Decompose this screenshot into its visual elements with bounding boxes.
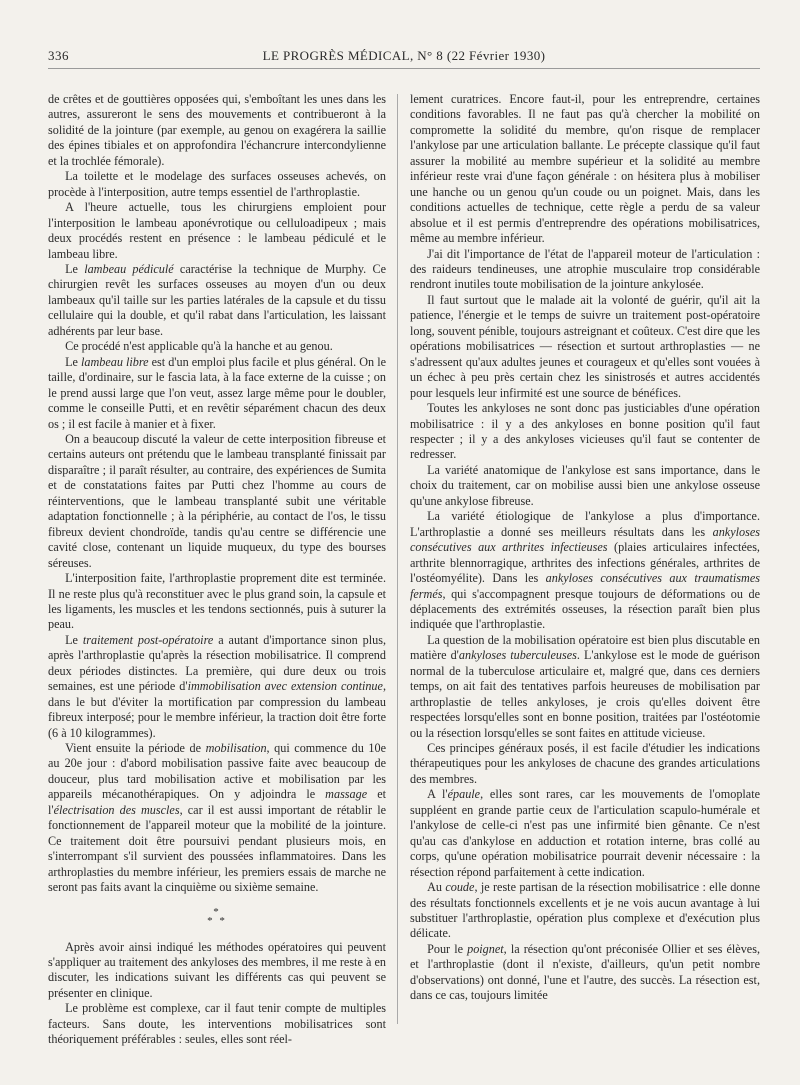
emphasis: massage — [325, 787, 368, 802]
paragraph: lement curatrices. Encore faut-il, pour les entreprendre, certaines conditions favorables. Il ne faut pas qu'à chercher la mobilité on compromette la solidité du membre, qu'on risque de remplacer l'ankylose par une articulation ballante. Le précepte classique qu'il faut assurer la mobilité au membre supérieur et la solidité au membre inférieur reste vrai d'une façon générale : on hésitera plus à mobiliser une hanche ou un genou qu'un coude ou un poignet. Mais, dans les conditions actuelles de technique, cette règle a perdu de sa valeur absolue et il est permis d'entreprendre des opérations mobilisatrices, même au membre inférieur. — [410, 92, 760, 246]
emphasis: épaule — [447, 787, 481, 802]
emphasis: mobilisation — [205, 741, 267, 756]
paragraph: La variété étiologique de l'ankylose a plus d'importance. L'arthroplastie a donné ses meilleurs résultats dans les ankyloses consécutives aux arthrites infectieuses (plaies articulaires infectées, arthrite blennorragique, arthrites des infections générales, arthrites de l'ostéomyélite). Dans les ankyloses consécutives aux traumatismes fermés, qui s'accompagnent presque toujours de déformations ou de déplacements des extrémités osseuses, la résection paraît bien plus indiquée que l'arthroplastie. — [410, 509, 760, 632]
paragraph: La toilette et le modelage des surfaces osseuses achevés, on procède à l'interposition, autre temps essentiel de l'arthroplastie. — [48, 169, 386, 199]
emphasis: immobilisation avec extension continue — [187, 679, 383, 694]
page-header — [48, 48, 760, 70]
paragraph: Le lambeau pédiculé caractérise la technique de Murphy. Ce chirurgien revêt les surfaces osseuses au moyen d'un ou deux lambeaux qu'il taille sur les parties latérales de la capsule et du tissu cellulaire qui la double, et qu'il rabat dans l'articulation, les laissant adhérents par leur base. — [48, 261, 386, 338]
header-rule — [48, 68, 760, 69]
paragraph: de crêtes et de gouttières opposées qui, s'emboîtant les unes dans les autres, assureront le sens des mouvements et contribueront à la solidité de la jointure (par exemple, au genou on exagérera la saillie des épines tibiales et on approfondira l'échancrure intercondylienne et la trochlée fémorale). — [48, 92, 386, 168]
emphasis: poignet — [467, 941, 504, 956]
emphasis: lambeau pédiculé — [84, 261, 174, 276]
paragraph: L'interposition faite, l'arthroplastie proprement dite est terminée. Il ne reste plus qu'à reconstituer avec le plus grand soin, la capsule et les ligaments, les muscles et les tendons sectionnés, puis à suturer la peau. — [48, 571, 386, 632]
emphasis: coude — [445, 880, 475, 895]
paragraph: Au coude, je reste partisan de la résection mobilisatrice : elle donne des résultats fonctionnels excellents et je ne vois aucun avantage à lui substituer l'arthroplastie, opération plus complexe et d'exécution plus délicate. — [410, 880, 760, 941]
paragraph: Après avoir ainsi indiqué les méthodes opératoires qui peuvent s'appliquer au traitement des ankyloses des membres, il me reste à en discuter, les indications suivant les différents cas qui peuvent se présenter en clinique. — [48, 939, 386, 1000]
emphasis: lambeau libre — [80, 354, 149, 369]
paragraph: Le problème est complexe, car il faut tenir compte de multiples facteurs. Sans doute, les interventions mobilisatrices sont théoriquement préférables : seules, elles sont réel- — [48, 1001, 386, 1047]
paragraph: On a beaucoup discuté la valeur de cette interposition fibreuse et certains auteurs ont prétendu que le lambeau transplanté finissait par disparaître ; il paraît résulter, au contraire, des expériences de Sumita et de constatations faites par Putti chez l'homme au cours de réinterventions, que le lambeau transplanté subit une véritable adaptation fonctionnelle ; à la périphérie, au contact de l'os, le tissu fibreux devient chondroïde, tandis qu'au centre se différencie une cavité close, contenant un liquide muqueux, du type des bourses séreuses. — [48, 431, 386, 570]
paragraph: Le lambeau libre est d'un emploi plus facile et plus général. On le taille, d'ordinaire, sur le fascia lata, à la face externe de la cuisse ; on le prend aussi large que l'on veut, assez large même pour le doubler, comme le conseille Putti, et en revêtir séparément chacun des deux os ; il est facile à manier et à fixer. — [48, 354, 386, 431]
emphasis: traitement post-opératoire — [82, 632, 214, 647]
paragraph: Ces principes généraux posés, il est facile d'étudier les indications thérapeutiques pour les ankyloses de chacune des grandes articulations des membres. — [410, 741, 760, 786]
emphasis: ankyloses tuberculeuses — [458, 648, 577, 663]
running-head: LE PROGRÈS MÉDICAL, N° 8 (22 Février 1930) — [262, 48, 546, 63]
column-divider — [397, 94, 398, 1024]
emphasis: ankyloses consécutives aux traumatismes fermés — [410, 571, 760, 601]
paragraph: Ce procédé n'est applicable qu'à la hanche et au genou. — [65, 339, 333, 354]
paragraph: Pour le poignet, la résection qu'ont préconisée Ollier et ses élèves, et l'arthroplastie (dont il n'existe, d'ailleurs, qu'un petit nombre d'observations) ont donné, l'une et l'autre, des succès. La résection est, dans ce cas, toujours limitée — [410, 941, 760, 1003]
emphasis: ankyloses consécutives aux arthrites infectieuses — [410, 524, 760, 555]
paragraph: Il faut surtout que le malade ait la volonté de guérir, qu'il ait la patience, l'énergie et le temps de suivre un traitement post-opératoire long, souvent pénible, toujours astreignant et coûteux. C'est dire que les opérations mobilisatrices — résection et surtout arthroplasties — ne s'adressent qu'aux adultes jeunes et courageux et qu'elles sont vouées à un échec à peu près certain chez les sinistrosés et autres accidentés pour lesquels leur infirmité est une source de bénéfices. — [410, 292, 760, 400]
paragraph: La question de la mobilisation opératoire est bien plus discutable en matière d'ankyloses tuberculeuses. L'ankylose est le mode de guérison normal de la tuberculose articulaire et, malgré que, dans ces derniers temps, on ait fait des tentatives parfois heureuses de mobilisation par arthroplastie de telles ankyloses, je crois qu'elles doivent être respectées lorsqu'elles sont en bonne position, traitées par l'ostéotomie ou la résection lorsqu'elles se sont faites en attitude vicieuse. — [410, 632, 760, 740]
paragraph: A l'heure actuelle, tous les chirurgiens emploient pour l'interposition le lambeau aponévrotique ou celluloadipeux ; mais deux procédés restent en présence : le lambeau pédiculé et le lambeau libre. — [48, 200, 386, 261]
section-separator: * * * — [207, 905, 227, 927]
paragraph: La variété anatomique de l'ankylose est sans importance, dans le choix du traitement, car on mobilise aussi bien une ankylose osseuse qu'une ankylose fibreuse. — [410, 462, 760, 508]
paragraph: Le traitement post-opératoire a autant d'importance sinon plus, après l'arthroplastie qu'après la résection mobilisatrice. Il comprend deux périodes distinctes. La première, qui dure deux ou trois semaines, est une période d'immobilisation avec extension continue, dans le but d'éviter la mortification par compression du lambeau fibreux interposé; pour le membre inférieur, la traction doit être forte (6 à 10 kilogrammes). — [48, 632, 386, 740]
paragraph: Vient ensuite la période de mobilisation, qui commence du 10e au 20e jour : d'abord mobilisation passive faite avec beaucoup de douceur, plus tard mobilisation active et mobilisation par les appareils mécanothérapiques. On y adjoindra le massage et l'électrisation des muscles, car il est aussi important de rétablir le fonctionnement de l'appareil moteur que la mobilité de la jointure. Ce traitement doit être poursuivi pendant plusieurs mois, en s'interrompant s'il survient des poussées inflammatoires. Dans les arthroplasties du membre inférieur, les premiers essais de marche ne seront pas faits avant la cinquième ou sixième semaine. — [48, 741, 387, 895]
emphasis: électrisation des muscles — [53, 802, 180, 817]
page-number: 336 — [48, 48, 69, 63]
paragraph: Toutes les ankyloses ne sont donc pas justiciables d'une opération mobilisatrice : il y a des ankyloses en bonne position qu'il faut respecter ; il y a des ankyloses vicieuses qu'il faut se contenter de redresser. — [410, 401, 760, 462]
left-column — [48, 92, 386, 1048]
paragraph: J'ai dit l'importance de l'état de l'appareil moteur de l'articulation : des raideurs tendineuses, une atrophie musculaire trop considérable rendront inutiles toute mobilisation de la jointure ankylosée. — [410, 246, 760, 292]
right-column — [410, 92, 760, 1004]
paragraph: A l'épaule, elles sont rares, car les mouvements de l'omoplate suppléent en grande partie ceux de l'articulation scapulo-humérale et l'ankylose de celle-ci n'est pas une infirmité bien gênante. Ce n'est qu'au cas d'ankylose en adduction et rotation interne, bras collé au corps, qu'une opération mobilisatrice pourrait devenir nécessaire : la résection répond parfaitement à cette indication. — [410, 787, 760, 879]
